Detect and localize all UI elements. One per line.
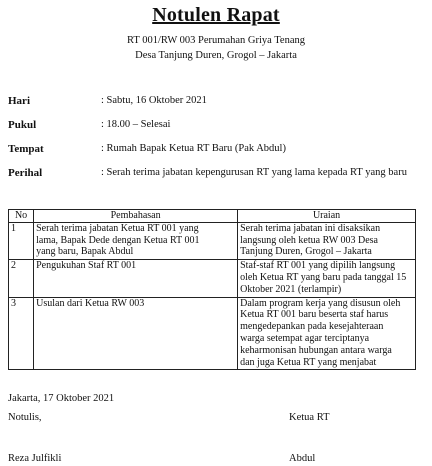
ketua-rt-role: Ketua RT: [289, 412, 330, 423]
cell-line: Serah terima jabatan Ketua RT 001 yang: [36, 222, 199, 234]
row-number: 1: [9, 222, 34, 259]
cell-line: Ketua RT 001 baru beserta staf harus: [240, 309, 389, 321]
ketua-rt-name: Abdul: [289, 453, 316, 464]
cell-line: warga setempat agar terciptanya: [240, 332, 370, 344]
cell-line: Oktober 2021 (terlampir): [240, 283, 342, 295]
meta-label-tempat: Tempat: [8, 143, 44, 155]
meta-value-pukul: : 18.00 – Selesai: [101, 119, 171, 130]
document-title: Notulen Rapat: [152, 4, 280, 26]
address-line-2: Desa Tanjung Duren, Grogol – Jakarta: [135, 50, 297, 61]
cell-line: Serah terima jabatan ini disaksikan: [240, 222, 381, 234]
address-line-1: RT 001/RW 003 Perumahan Griya Tenang: [127, 35, 305, 46]
cell-line: dan juga Ketua RT yang menjabat: [240, 356, 377, 368]
table-row: [9, 222, 416, 259]
cell-line: Dalam program kerja yang disusun oleh: [240, 297, 401, 309]
notulis-role: Notulis,: [8, 412, 42, 423]
cell-line: langsung oleh ketua RW 003 Desa: [240, 234, 378, 246]
header-no: No: [9, 210, 34, 223]
row-number: 2: [9, 260, 34, 297]
row-number: 3: [9, 297, 34, 370]
closing-date: Jakarta, 17 Oktober 2021: [8, 393, 115, 404]
meta-label-hari: Hari: [8, 95, 30, 107]
row-uraian: [238, 222, 416, 259]
cell-line: oleh Ketua RT yang baru pada tanggal 15: [240, 271, 407, 283]
row-uraian: [238, 297, 416, 370]
minutes-table: [8, 209, 416, 370]
notulis-name: Reza Julfikli: [8, 453, 62, 464]
row-pembahasan: [34, 297, 238, 370]
row-uraian: [238, 260, 416, 297]
cell-line: Staf-staf RT 001 yang dipilih langsung: [240, 260, 396, 272]
table-row: [9, 297, 416, 370]
meta-value-tempat: : Rumah Bapak Ketua RT Baru (Pak Abdul): [101, 143, 286, 154]
header-pembahasan: Pembahasan: [34, 210, 238, 223]
cell-line: Usulan dari Ketua RW 003: [36, 297, 145, 309]
cell-line: mengedepankan pada kesejahteraan: [240, 321, 384, 333]
row-pembahasan: [34, 222, 238, 259]
cell-line: yang baru, Bapak Abdul: [36, 246, 134, 258]
meta-label-perihal: Perihal: [8, 167, 43, 179]
cell-line: lama, Bapak Dede dengan Ketua RT 001: [36, 234, 200, 246]
meta-value-hari: : Sabtu, 16 Oktober 2021: [101, 95, 207, 106]
row-pembahasan: [34, 260, 238, 297]
table-header-row: [9, 210, 416, 223]
meta-label-pukul: Pukul: [8, 119, 37, 131]
meta-value-perihal: : Serah terima jabatan kepengurusan RT yang lama kepada RT yang baru: [101, 167, 407, 178]
cell-line: Pengukuhan Staf RT 001: [36, 260, 137, 272]
table-row: [9, 260, 416, 297]
header-uraian: Uraian: [238, 210, 416, 223]
cell-line: keharmonisan hubungan antara warga: [240, 344, 392, 356]
cell-line: Tanjung Duren, Grogol – Jakarta: [240, 246, 372, 258]
